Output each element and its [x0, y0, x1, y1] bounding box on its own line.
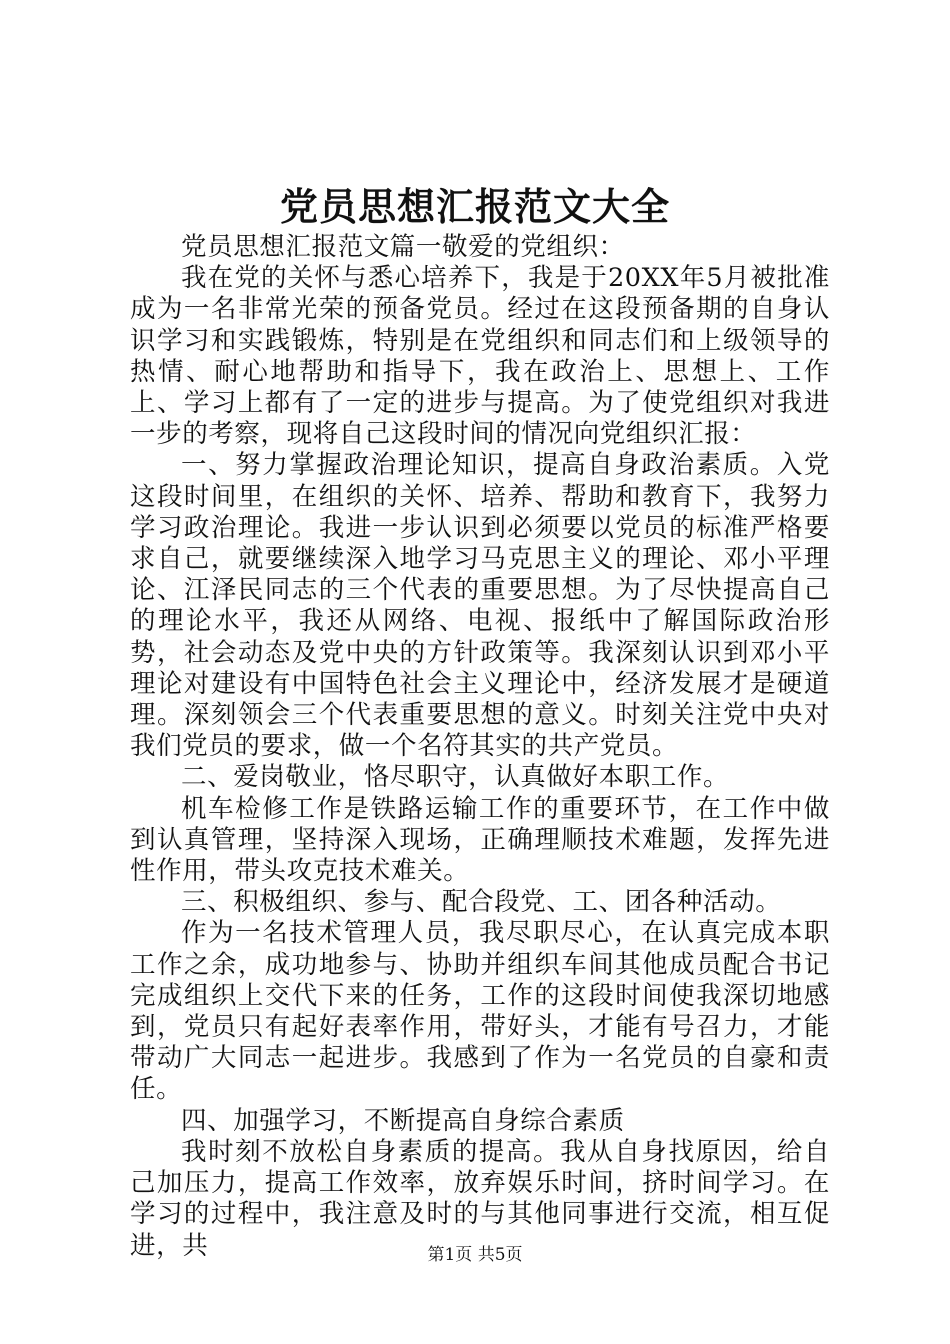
heading-section-two: 二、爱岗敬业，恪尽职守，认真做好本职工作。 [181, 762, 730, 793]
paragraph-salutation: 党员思想汇报范文篇一敬爱的党组织： [181, 232, 625, 262]
paragraph-intro: 我在党的关怀与悉心培养下，我是于20XX年5月被批准成为一名非常光荣的预备党员。经过在这段预备期的自身认识学习和实践锻炼，特别是在党组织和同志们和上级领导的热情、耐心地帮助和指导下，我在政治上、思想上、工作上、学习上都有了一定的进步与提高。为了使党组织对我进一步的考察，现将自己这段时间的情况向党组织汇报： [130, 263, 830, 450]
document-body [130, 232, 830, 1262]
document-title: 党员思想汇报范文大全 [279, 184, 670, 229]
paragraph-section-four: 我时刻不放松自身素质的提高。我从自身找原因，给自己加压力，提高工作效率，放弃娱乐时间，挤时间学习。在学习的过程中，我注意及时的与其他同事进行交流，相互促进，共 [130, 1136, 830, 1261]
page-footer: 第1页 共5页 [427, 1245, 523, 1265]
paragraph-section-two: 机车检修工作是铁路运输工作的重要环节，在工作中做到认真管理，坚持深入现场，正确理顺技术难题，发挥先进性作用，带头攻克技术难关。 [130, 793, 830, 887]
paragraph-section-three: 作为一名技术管理人员，我尽职尽心，在认真完成本职工作之余，成功地参与、协助并组织车间其他成员配合书记完成组织上交代下来的任务，工作的这段时间使我深切地感到，党员只有起好表率作用，带好头，才能有号召力，才能带动广大同志一起进步。我感到了作为一名党员的自豪和责任。 [130, 918, 830, 1105]
heading-section-three: 三、积极组织、参与、配合段党、工、团各种活动。 [181, 887, 782, 918]
paragraph-section-one: 一、努力掌握政治理论知识，提高自身政治素质。入党这段时间里，在组织的关怀、培养、帮助和教育下，我努力学习政治理论。我进一步认识到必须要以党员的标准严格要求自己，就要继续深入地学习马克思主义的理论、邓小平理论、江泽民同志的三个代表的重要思想。为了尽快提高自己的理论水平，我还从网络、电视、报纸中了解国际政治形势，社会动态及党中央的方针政策等。我深刻认识到邓小平理论对建设有中国特色社会主义理论中，经济发展才是硬道理。深刻领会三个代表重要思想的意义。时刻关注党中央对我们党员的要求，做一个名符其实的共产党员。 [130, 450, 830, 762]
heading-section-four: 四、加强学习，不断提高自身综合素质 [181, 1105, 625, 1136]
